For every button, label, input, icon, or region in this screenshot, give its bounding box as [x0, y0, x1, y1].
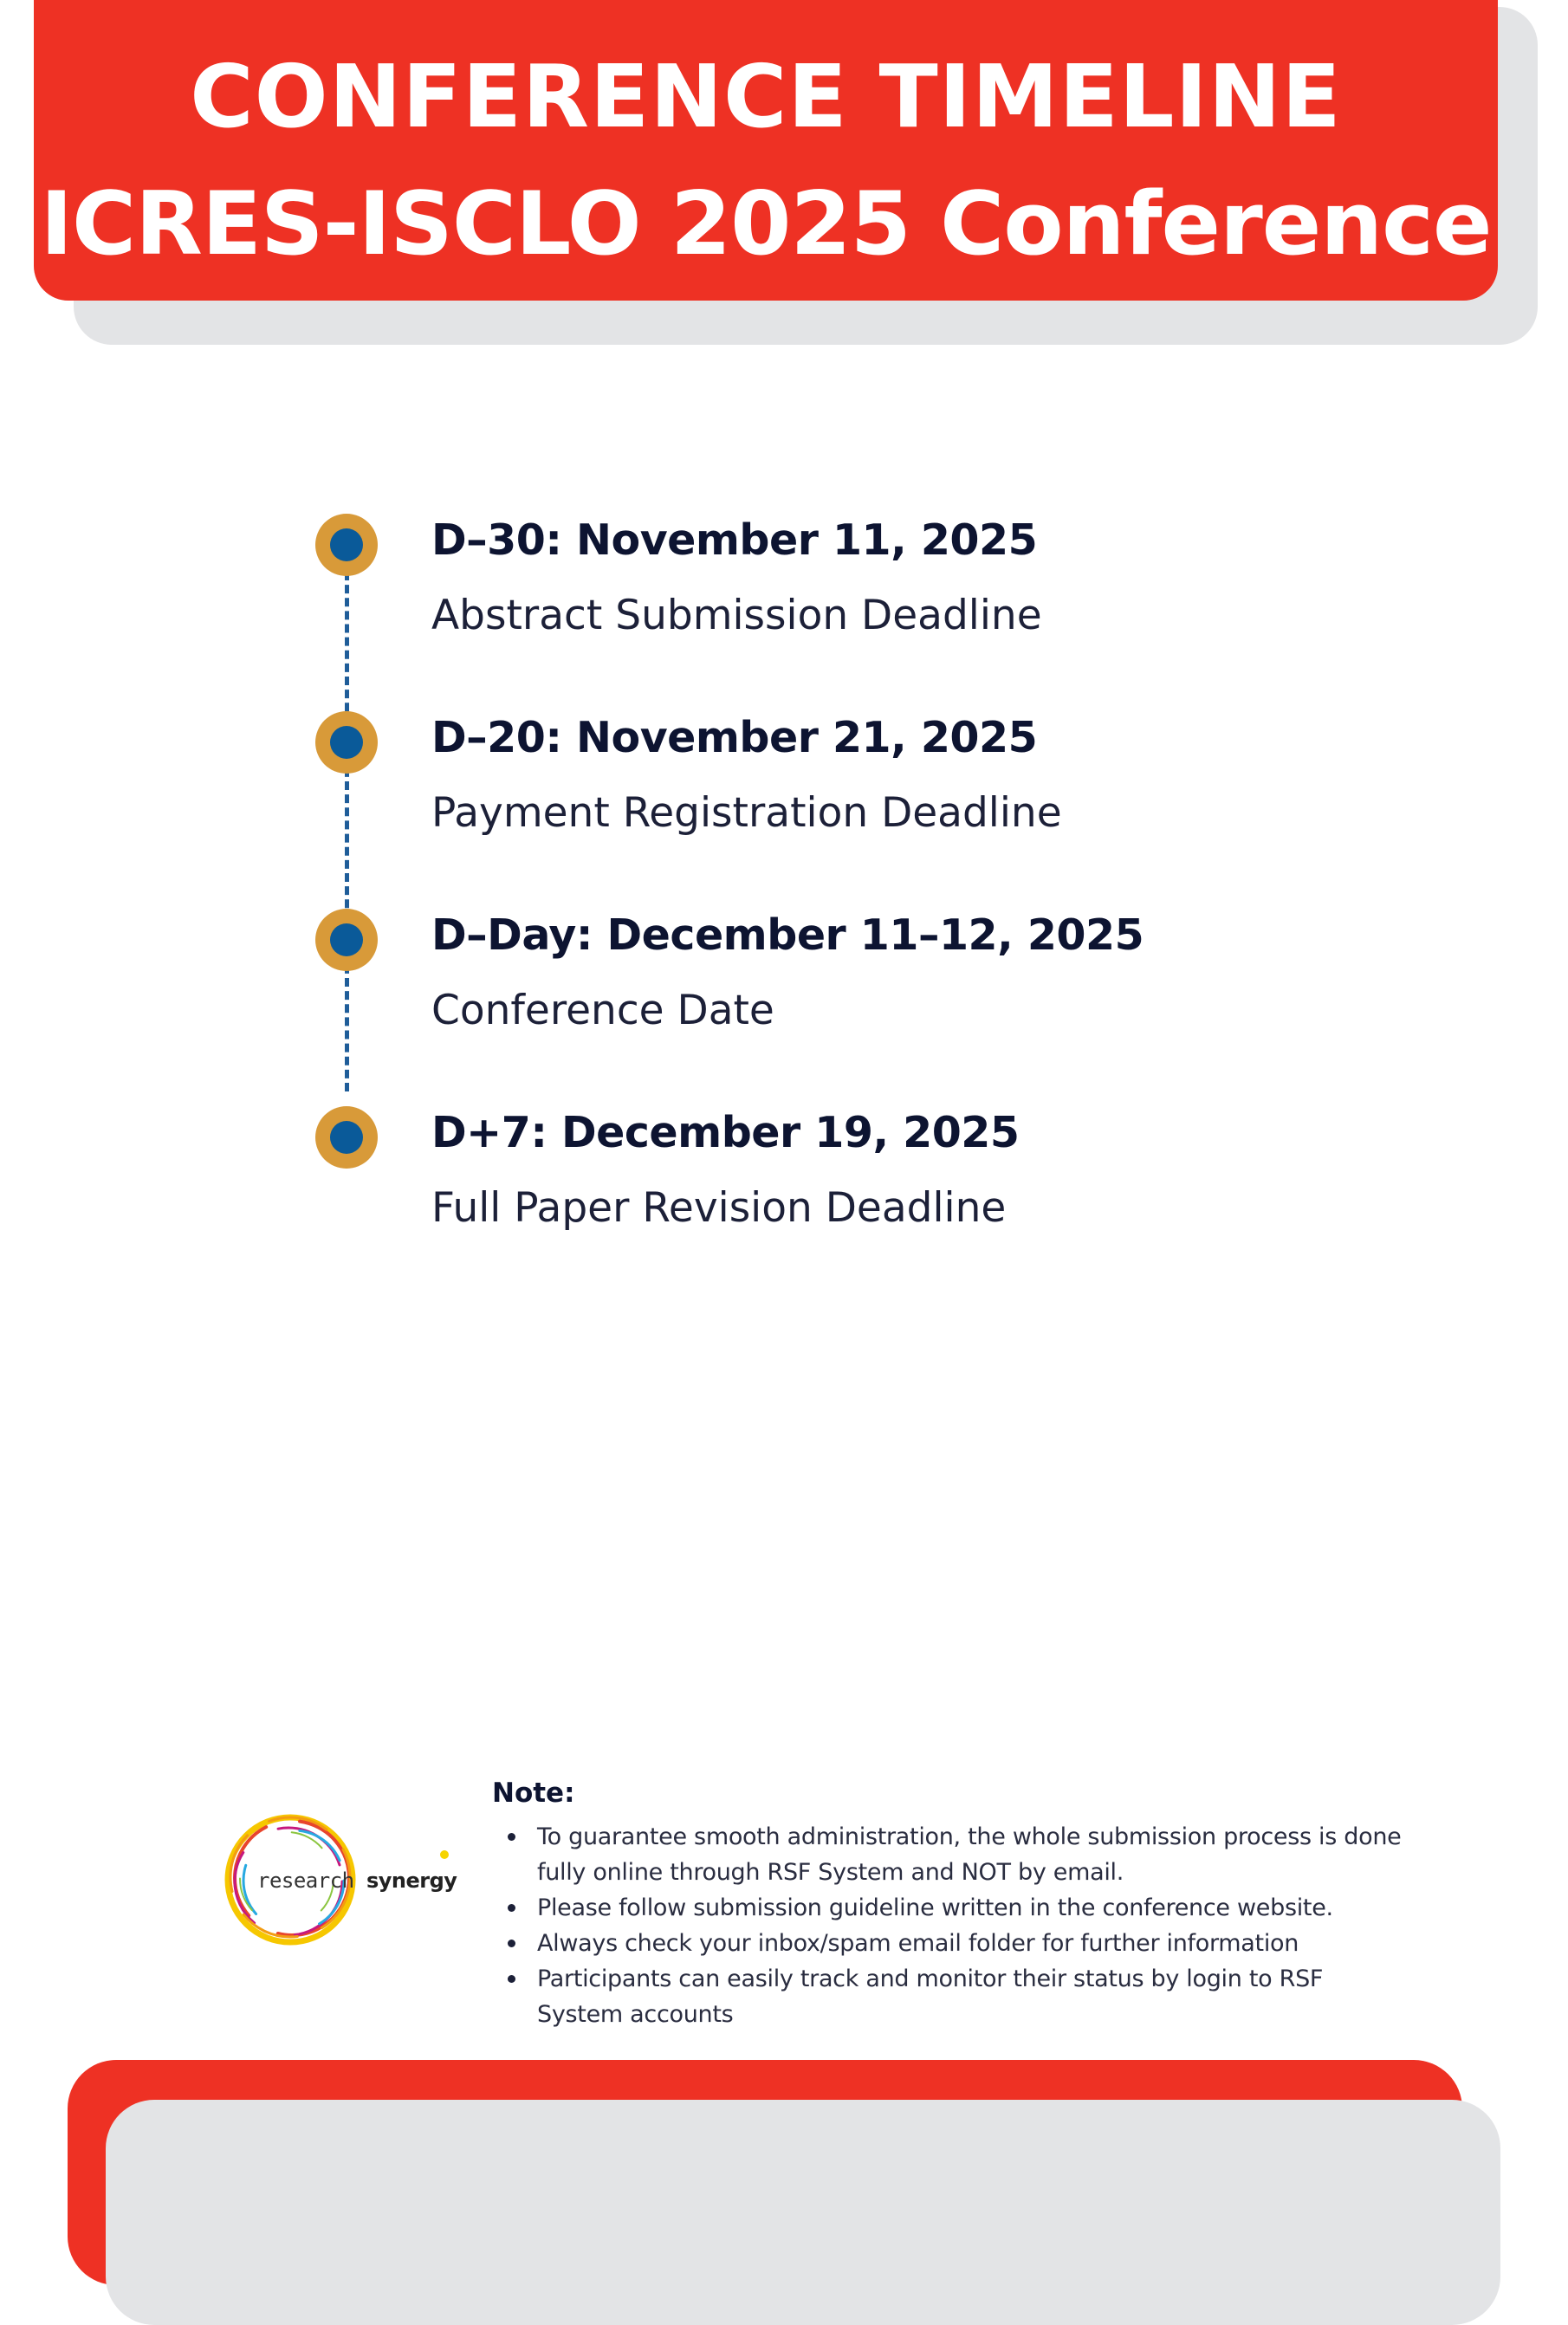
event-label: Full Paper Revision Deadline	[431, 1184, 1007, 1232]
note-item: Participants can easily track and monitor their status by login to RSF System accounts	[492, 1961, 1410, 2032]
timeline-event	[0, 704, 1568, 860]
note-item: Please follow submission guideline written in the conference website.	[492, 1890, 1410, 1926]
note-section	[492, 1778, 1410, 2032]
timeline-marker-icon	[315, 711, 378, 774]
event-date: D–20: November 21, 2025	[431, 713, 1038, 762]
page-subtitle: ICRES-ISCLO 2025 Conference	[40, 172, 1492, 275]
timeline-event	[0, 1099, 1568, 1255]
note-item: To guarantee smooth administration, the whole submission process is done fully online through RSF System and NOT by email.	[492, 1819, 1410, 1890]
research-synergy-logo	[221, 1806, 455, 1953]
note-list	[492, 1819, 1410, 2032]
event-date: D–30: November 11, 2025	[431, 515, 1038, 565]
event-label: Conference Date	[431, 987, 774, 1034]
timeline-marker-icon	[315, 909, 378, 971]
logo-word-research: research	[257, 1868, 354, 1893]
timeline-event	[0, 507, 1568, 663]
logo-word-synergy: synergy	[366, 1868, 457, 1893]
event-label: Abstract Submission Deadline	[431, 592, 1042, 639]
event-label: Payment Registration Deadline	[431, 789, 1062, 837]
note-title: Note:	[492, 1778, 575, 1809]
note-item: Always check your inbox/spam email folder for further information	[492, 1926, 1410, 1961]
event-date: D+7: December 19, 2025	[431, 1108, 1020, 1157]
timeline-marker-icon	[315, 514, 378, 576]
timeline-marker-icon	[315, 1106, 378, 1169]
event-date: D–Day: December 11–12, 2025	[431, 910, 1144, 960]
footer-gray-panel	[106, 2100, 1500, 2325]
timeline-event	[0, 902, 1568, 1058]
page-title: CONFERENCE TIMELINE	[190, 46, 1342, 147]
